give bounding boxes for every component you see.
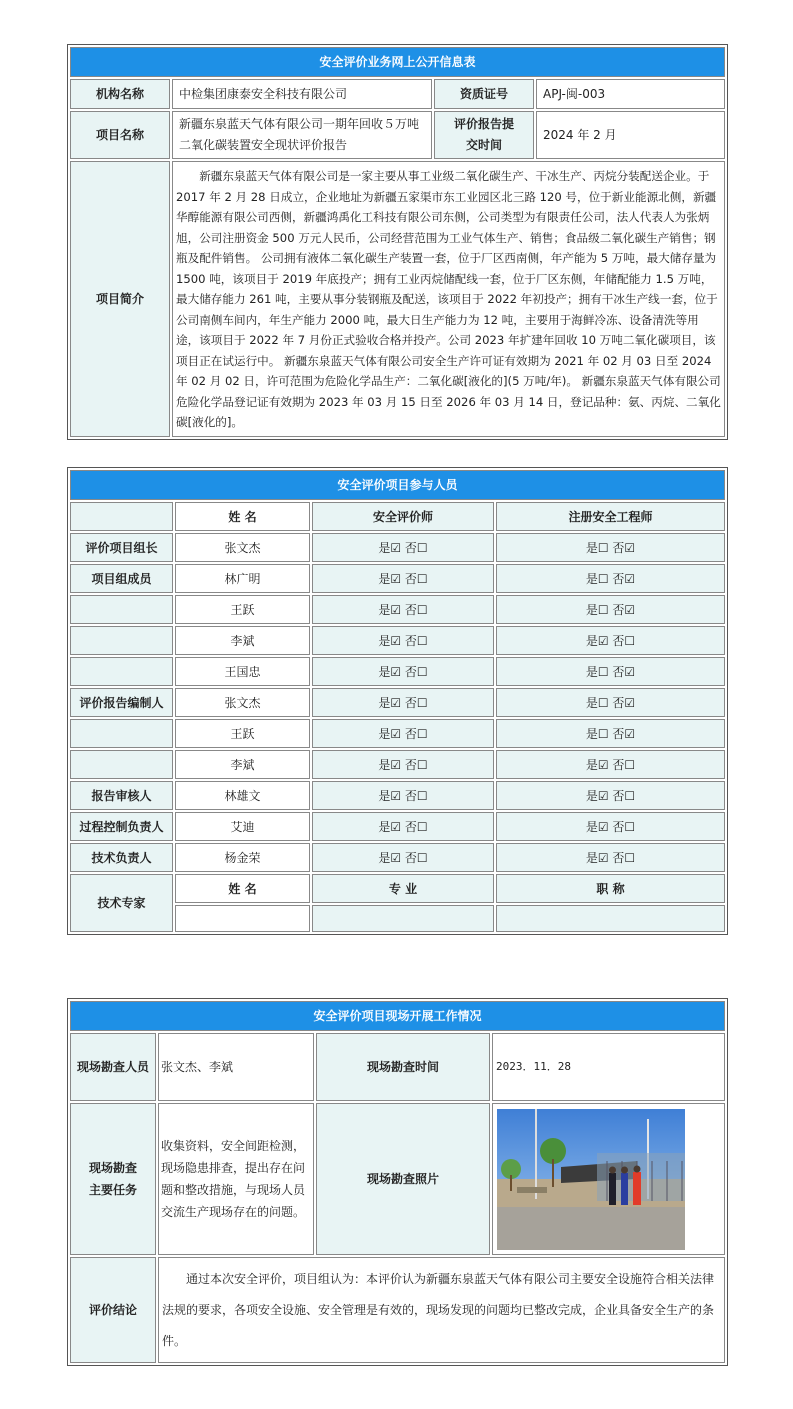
role-cell — [70, 719, 173, 748]
cert-label: 资质证号 — [434, 79, 534, 109]
time-value: 2023．11．28 — [492, 1033, 725, 1101]
engineer-cell: 是☐ 否☑ — [496, 719, 725, 748]
engineer-cell: 是☐ 否☑ — [496, 533, 725, 562]
evaluator-cell: 是☑ 否☐ — [312, 595, 494, 624]
table-row — [70, 781, 725, 810]
expert-col-name: 姓 名 — [175, 874, 310, 903]
table-row — [70, 595, 725, 624]
task-label: 现场勘查主要任务 — [70, 1103, 156, 1255]
col-evaluator-header: 安全评价师 — [312, 502, 494, 531]
conclusion-label: 评价结论 — [70, 1257, 156, 1363]
evaluator-cell: 是☑ 否☐ — [312, 564, 494, 593]
header-empty-cell — [70, 502, 173, 531]
table-row — [70, 564, 725, 593]
table-row — [70, 719, 725, 748]
name-cell: 李斌 — [175, 750, 310, 779]
table-row — [70, 626, 725, 655]
table1-title: 安全评价业务网上公开信息表 — [70, 47, 725, 77]
expert-major-cell — [312, 905, 494, 932]
evaluator-cell: 是☑ 否☐ — [312, 750, 494, 779]
name-cell: 艾迪 — [175, 812, 310, 841]
report-time-label: 评价报告提交时间 — [434, 111, 534, 159]
table-row — [70, 688, 725, 717]
site-photo-cell — [492, 1103, 725, 1255]
role-cell: 评价项目组长 — [70, 533, 173, 562]
role-cell: 评价报告编制人 — [70, 688, 173, 717]
staff-label: 现场勘查人员 — [70, 1033, 156, 1101]
evaluator-cell: 是☑ 否☐ — [312, 812, 494, 841]
engineer-cell: 是☐ 否☑ — [496, 657, 725, 686]
col-name-header: 姓 名 — [175, 502, 310, 531]
report-time-value: 2024 年 2 月 — [536, 111, 725, 159]
staff-value: 张文杰、李斌 — [158, 1033, 314, 1101]
table2-title: 安全评价项目参与人员 — [70, 470, 725, 500]
evaluator-cell: 是☑ 否☐ — [312, 688, 494, 717]
intro-value: 新疆东泉蓝天气体有限公司是一家主要从事工业级二氧化碳生产、干冰生产、丙烷分装配送企业。于 2017 年 2 月 28 日成立，企业地址为新疆五家渠市东工业园区北三路 120 号，位于新业能源北侧，新疆华醇能源有限公司西侧，新疆鸿禹化工科技有限公司东侧，公司类型为有限责任公司，法人代表人为张炳旭，公司注册资金 500 万元人民币，公司经营范围为工业气体生产、销售；食品级二氧化碳生产销售；钢瓶及配件销售。 公司拥有液体二氧化碳生产装置一套，位于厂区西南侧，年产能为 5 万吨，最大储存量为 1500 吨，该项目于 2019 年底投产；拥有工业丙烷储配线一套，位于厂区东侧，年储配能力 1.5 万吨，最大储存能力 261 吨，主要从事分装钢瓶及配送，该项目于 2022 年初投产；拥有干冰生产线一套，位于公司南侧车间内，年生产能力 2000 吨，最大日生产能力为 12 吨，主要用于海鲜冷冻、设备清洗等用途，该项目于 2022 年 7 月份正式验收合格并投产。公司 2023 年扩建年回收 10 万吨二氧化碳项目，该项目正在试运行中。 新疆东泉蓝天气体有限公司安全生产许可证有效期为 2021 年 02 月 03 日至 2024 年 02 月 02 日，许可范围为危险化学品生产：二氧化碳[液化的](5 万吨/年)。 新疆东泉蓝天气体有限公司危险化学品登记证有效期为 2023 年 03 月 15 日至 2026 年 03 月 14 日，登记品种：氨、丙烷、二氧化碳[液化的]。 — [172, 161, 725, 437]
name-cell: 张文杰 — [175, 688, 310, 717]
engineer-cell: 是☑ 否☐ — [496, 781, 725, 810]
org-value: 中检集团康泰安全科技有限公司 — [172, 79, 432, 109]
name-cell: 王国忠 — [175, 657, 310, 686]
personnel-table — [67, 467, 728, 935]
table-row — [70, 750, 725, 779]
table-row — [70, 812, 725, 841]
table3-title: 安全评价项目现场开展工作情况 — [70, 1001, 725, 1031]
expert-col-major: 专 业 — [312, 874, 494, 903]
cert-value: APJ-闽-003 — [536, 79, 725, 109]
photo-label: 现场勘查照片 — [316, 1103, 490, 1255]
table-row — [70, 843, 725, 872]
name-cell: 李斌 — [175, 626, 310, 655]
role-cell — [70, 595, 173, 624]
role-cell — [70, 657, 173, 686]
intro-label: 项目简介 — [70, 161, 170, 437]
public-info-table — [67, 44, 728, 440]
role-cell — [70, 750, 173, 779]
table-row — [70, 657, 725, 686]
evaluator-cell: 是☑ 否☐ — [312, 533, 494, 562]
role-cell: 报告审核人 — [70, 781, 173, 810]
role-cell: 技术负责人 — [70, 843, 173, 872]
engineer-cell: 是☑ 否☐ — [496, 626, 725, 655]
table-row — [70, 533, 725, 562]
role-cell — [70, 626, 173, 655]
evaluator-cell: 是☑ 否☐ — [312, 781, 494, 810]
name-cell: 杨金荣 — [175, 843, 310, 872]
site-work-table — [67, 998, 728, 1366]
engineer-cell: 是☐ 否☑ — [496, 595, 725, 624]
evaluator-cell: 是☑ 否☐ — [312, 626, 494, 655]
role-cell: 项目组成员 — [70, 564, 173, 593]
name-cell: 王跃 — [175, 595, 310, 624]
engineer-cell: 是☑ 否☐ — [496, 843, 725, 872]
engineer-cell: 是☑ 否☐ — [496, 812, 725, 841]
site-inspection-photo — [497, 1109, 685, 1250]
org-label: 机构名称 — [70, 79, 170, 109]
evaluator-cell: 是☑ 否☐ — [312, 719, 494, 748]
time-label: 现场勘查时间 — [316, 1033, 490, 1101]
name-cell: 张文杰 — [175, 533, 310, 562]
engineer-cell: 是☐ 否☑ — [496, 564, 725, 593]
task-value: 收集资料，安全间距检测，现场隐患排查，提出存在问题和整改措施，与现场人员交流生产现场存在的问题。 — [158, 1103, 314, 1255]
expert-label: 技术专家 — [70, 874, 173, 932]
name-cell: 林雄文 — [175, 781, 310, 810]
role-cell: 过程控制负责人 — [70, 812, 173, 841]
conclusion-value: 通过本次安全评价，项目组认为：本评价认为新疆东泉蓝天气体有限公司主要安全设施符合相关法律法规的要求，各项安全设施、安全管理是有效的，现场发现的问题均已整改完成，企业具备安全生产的条件。 — [158, 1257, 725, 1363]
expert-name-cell — [175, 905, 310, 932]
expert-title-cell — [496, 905, 725, 932]
evaluator-cell: 是☑ 否☐ — [312, 657, 494, 686]
project-value: 新疆东泉蓝天气体有限公司一期年回收５万吨二氧化碳装置安全现状评价报告 — [172, 111, 432, 159]
expert-col-title: 职 称 — [496, 874, 725, 903]
engineer-cell: 是☑ 否☐ — [496, 750, 725, 779]
name-cell: 王跃 — [175, 719, 310, 748]
project-label: 项目名称 — [70, 111, 170, 159]
col-engineer-header: 注册安全工程师 — [496, 502, 725, 531]
engineer-cell: 是☐ 否☑ — [496, 688, 725, 717]
name-cell: 林广明 — [175, 564, 310, 593]
evaluator-cell: 是☑ 否☐ — [312, 843, 494, 872]
